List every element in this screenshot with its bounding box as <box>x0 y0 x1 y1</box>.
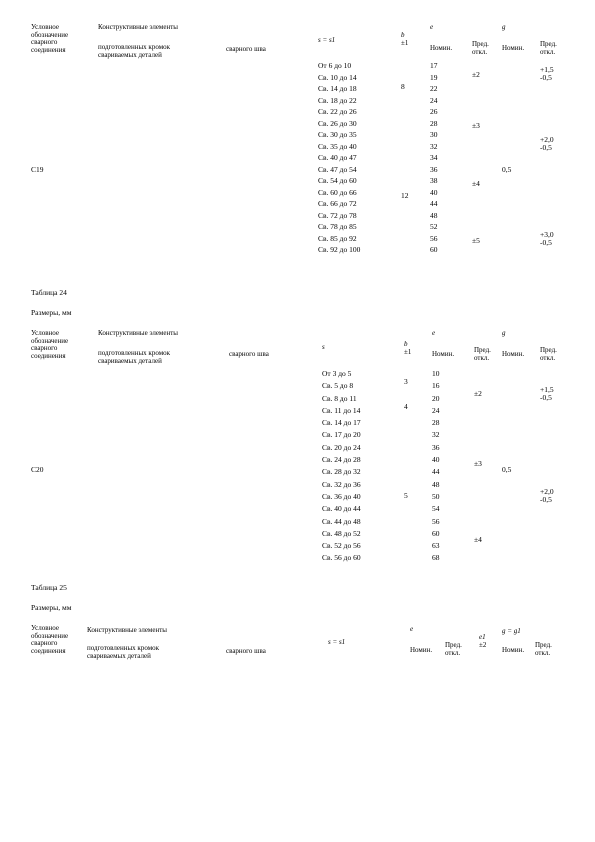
g-deviation: +1,5 -0,5 <box>540 65 554 82</box>
g-column-header: g <box>502 329 506 337</box>
e-deviation-header: Пред. откл. <box>474 346 491 362</box>
s-range-list: От 6 до 10 Св. 10 до 14 Св. 14 до 18 Св. 18 до 22 Св. 22 до 26 Св. 26 до 30 Св. 30 до 35 Св. 35 до 40 Св. 40 до 47 Св. 47 до 54 Св. 54 до 60 Св. 60 до 66 Св. 66 до 72 Св. 72 до 78 Св. 78 до 85 Св. 85 до 92 Св. 92 до 100 <box>318 61 361 254</box>
designation-value: C19 <box>31 165 44 174</box>
b-value: 4 <box>404 402 408 411</box>
e-nominal-header: Номин. <box>432 350 455 358</box>
e-nominal-list: 17 19 22 24 26 28 30 32 34 36 38 40 44 48 52 56 60 <box>430 61 438 254</box>
prepared-edges-header: подготовленных кромок свариваемых деталей <box>87 644 160 660</box>
weld-header: сварного шва <box>229 350 269 358</box>
e-deviation-header: Пред. откл. <box>445 641 462 657</box>
g-nominal: 0,5 <box>502 465 512 474</box>
weld-header: сварного шва <box>226 647 266 655</box>
b-column-header: b ±1 <box>404 340 412 356</box>
designation-value: C20 <box>31 465 44 474</box>
e-deviation-header: Пред. откл. <box>472 40 489 56</box>
e-deviation: ±4 <box>474 535 482 544</box>
g-deviation: +2,0 -0,5 <box>540 135 554 152</box>
designation-header: Условное обозначение сварного соединения <box>31 23 69 54</box>
designation-header: Условное обозначение сварного соединения <box>31 624 69 655</box>
e-deviation: ±2 <box>474 389 482 398</box>
g-column-header: g = g1 <box>502 627 521 635</box>
designation-header: Условное обозначение сварного соединения <box>31 329 69 360</box>
s-column-header: s = s1 <box>318 36 336 44</box>
g-nominal-header: Номин. <box>502 350 525 358</box>
e-deviation: ±2 <box>472 70 480 79</box>
g-column-header: g <box>502 23 506 31</box>
e-deviation: ±3 <box>474 459 482 468</box>
g-deviation-header: Пред. откл. <box>540 40 557 56</box>
units-note: Размеры, мм <box>31 603 72 612</box>
e-deviation: ±3 <box>472 121 480 130</box>
e-nominal-list: 10 16 20 24 28 32 36 40 44 48 50 54 56 60 63 68 <box>432 369 440 563</box>
b-value: 5 <box>404 491 408 500</box>
g-deviation-header: Пред. откл. <box>540 346 557 362</box>
e-deviation: ±5 <box>472 236 480 245</box>
elements-header: Конструктивные элементы <box>98 23 178 31</box>
e-deviation: ±4 <box>472 179 480 188</box>
b-value: 12 <box>401 191 409 200</box>
g-deviation: +1,5 -0,5 <box>540 385 554 402</box>
g-nominal-header: Номин. <box>502 646 525 654</box>
g-nominal: 0,5 <box>502 165 512 174</box>
s-column-header: s = s1 <box>328 638 346 646</box>
e-column-header: e <box>410 625 414 633</box>
weld-header: сварного шва <box>226 45 266 53</box>
e-column-header: e <box>430 23 434 31</box>
g-nominal-header: Номин. <box>502 44 525 52</box>
g-deviation: +2,0 -0,5 <box>540 487 554 504</box>
elements-header: Конструктивные элементы <box>87 626 167 634</box>
prepared-edges-header: подготовленных кромок свариваемых деталей <box>98 43 171 59</box>
prepared-edges-header: подготовленных кромок свариваемых деталей <box>98 349 171 365</box>
table-caption: Таблица 25 <box>31 583 67 592</box>
elements-header: Конструктивные элементы <box>98 329 178 337</box>
e-column-header: e <box>432 329 436 337</box>
g-deviation: +3,0 -0,5 <box>540 230 554 247</box>
s-range-list: От 3 до 5 Св. 5 до 8 Св. 8 до 11 Св. 11 до 14 Св. 14 до 17 Св. 17 до 20 Св. 20 до 24 Св. 24 до 28 Св. 28 до 32 Св. 32 до 36 Св. 36 до 40 Св. 40 до 44 Св. 44 до 48 Св. 48 до 52 Св. 52 до 56 Св. 56 до 60 <box>322 369 361 563</box>
e-nominal-header: Номин. <box>410 646 433 654</box>
e-nominal-header: Номин. <box>430 44 453 52</box>
s-column-header: s <box>322 343 325 351</box>
b-column-header: b ±1 <box>401 31 409 47</box>
units-note: Размеры, мм <box>31 308 72 317</box>
table-caption: Таблица 24 <box>31 288 67 297</box>
b-value: 3 <box>404 377 408 386</box>
g-deviation-header: Пред. откл. <box>535 641 552 657</box>
b-value: 8 <box>401 82 405 91</box>
e1-column-header: e1 ±2 <box>479 633 487 649</box>
